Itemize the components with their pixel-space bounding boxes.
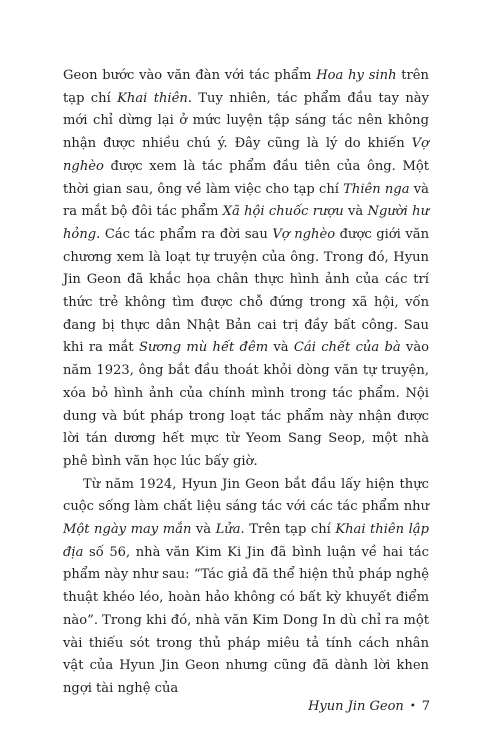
text-run: Từ năm 1924, Hyun Jin Geon bắt đầu lấy hiện thực cuộc sống làm chất liệu sáng tác với các tác phẩm như: [63, 476, 429, 515]
italic-title: Thiên nga: [343, 181, 410, 197]
text-run: vào năm 1923, ông bắt đầu thoát khỏi dòng văn tự truyện, xóa bỏ hình ảnh của chính mình trong tác phẩm. Nội dung và bút pháp trong loạt tác phẩm này nhận được lời tán dương hết mực từ Yeom Sang Seop, một nhà phê bình văn học lúc bấy giờ.: [63, 340, 430, 469]
text-run: và ra mắt bộ đôi tác phẩm: [63, 181, 429, 220]
page-number: 7: [421, 699, 430, 714]
text-run: . Trên tạp chí: [240, 522, 336, 538]
running-footer: [308, 698, 430, 716]
italic-title: Cái chết của bà: [293, 340, 401, 356]
footer-separator: •: [409, 701, 416, 712]
italic-title: Sương mù hết đêm: [138, 340, 269, 356]
italic-title: Người hư hỏng: [63, 204, 429, 242]
footer-author: Hyun Jin Geon: [308, 699, 404, 714]
italic-title: Xã hội chuốc rượu: [222, 204, 344, 220]
italic-title: Vợ nghèo: [272, 226, 336, 242]
text-run: và: [191, 522, 216, 538]
text-run: . Các tác phẩm ra đời sau: [96, 226, 273, 242]
text-run: và: [268, 340, 294, 356]
italic-title: Vợ nghèo: [63, 136, 429, 174]
italic-title: Hoa hy sinh: [316, 68, 397, 83]
text-run: trên tạp chí: [63, 68, 429, 106]
italic-title: Lửa: [215, 522, 241, 538]
paragraph: [63, 65, 429, 474]
text-run: và: [343, 204, 368, 220]
text-run: . Tuy nhiên, tác phẩm đầu tay này mới chỉ dừng lại ở mức luyện tập sáng tác nên không nhận được nhiều chú ý. Đây cũng là lý do khiến: [63, 90, 429, 152]
italic-title: Một ngày may mắn: [63, 522, 192, 538]
body-text: [63, 65, 429, 701]
text-run: được giới văn chương xem là loạt tự truyện của ông. Trong đó, Hyun Jin Geon đã khắc họa chân thực hình ảnh của các trí thức trẻ không tìm được chỗ đứng trong xã hội, vốn đang bị thực dân Nhật Bản cai trị đầy bất công. Sau khi ra mắt: [63, 226, 430, 356]
text-run: Geon bước vào văn đàn với tác phẩm: [63, 68, 317, 83]
italic-title: Khai thiên lập địa: [63, 522, 429, 560]
paragraph: [63, 474, 429, 701]
text-run: số 56, nhà văn Kim Ki Jin đã bình luận về hai tác phẩm này như sau: “Tác giả đã thể hiện thủ pháp nghệ thuật khéo léo, hoàn hảo không có bất kỳ khuyết điểm nào”. Trong khi đó, nhà văn Kim Dong In dù chỉ ra một vài thiếu sót trong thủ pháp miêu tả tính cách nhân vật của Hyun Jin Geon nhưng cũng đã dành lời khen ngợi tài nghệ của: [63, 544, 429, 696]
text-run: được xem là tác phẩm đầu tiên của ông. Một thời gian sau, ông về làm việc cho tạp chí: [63, 158, 429, 197]
italic-title: Khai thiên: [117, 90, 188, 106]
